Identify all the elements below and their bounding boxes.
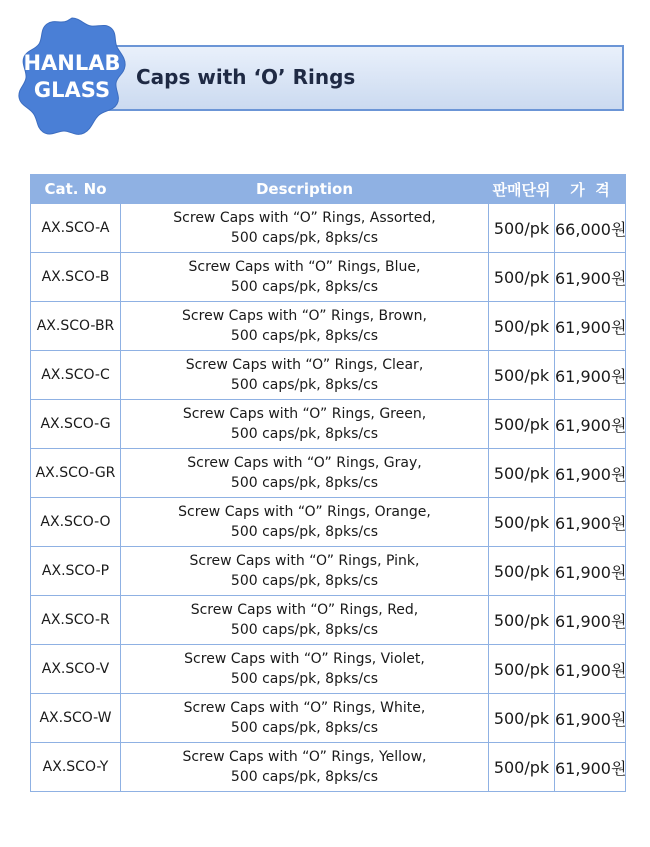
price-cell: 61,900원 (555, 743, 626, 792)
description-cell (121, 547, 489, 596)
price-cell: 61,900원 (555, 302, 626, 351)
price-cell: 66,000원 (555, 204, 626, 253)
price-cell: 61,900원 (555, 596, 626, 645)
cat-no-cell: AX.SCO-W (31, 694, 121, 743)
cat-no-cell: AX.SCO-C (31, 351, 121, 400)
title-banner (96, 45, 624, 111)
price-cell: 61,900원 (555, 498, 626, 547)
description-line-2: 500 caps/pk, 8pks/cs (230, 720, 379, 736)
description-line-2: 500 caps/pk, 8pks/cs (230, 426, 379, 442)
description-line-1: Screw Caps with “O” Rings, Clear, (185, 357, 424, 373)
table-row (31, 498, 626, 547)
unit-cell: 500/pk (489, 204, 555, 253)
unit-cell: 500/pk (489, 449, 555, 498)
description-cell (121, 743, 489, 792)
table-row (31, 351, 626, 400)
table-row (31, 204, 626, 253)
price-cell: 61,900원 (555, 547, 626, 596)
cat-no-cell: AX.SCO-B (31, 253, 121, 302)
price-cell: 61,900원 (555, 449, 626, 498)
unit-cell: 500/pk (489, 743, 555, 792)
description-line-2: 500 caps/pk, 8pks/cs (230, 279, 379, 295)
cat-no-cell: AX.SCO-G (31, 400, 121, 449)
description-line-1: Screw Caps with “O” Rings, Orange, (178, 504, 431, 520)
description-line-1: Screw Caps with “O” Rings, Blue, (188, 259, 421, 275)
description-line-1: Screw Caps with “O” Rings, Brown, (182, 308, 427, 324)
cat-no-cell: AX.SCO-Y (31, 743, 121, 792)
description-cell (121, 449, 489, 498)
description-cell (121, 204, 489, 253)
cat-no-cell: AX.SCO-P (31, 547, 121, 596)
price-cell: 61,900원 (555, 253, 626, 302)
cat-no-cell: AX.SCO-V (31, 645, 121, 694)
table-row (31, 400, 626, 449)
description-cell (121, 498, 489, 547)
unit-cell: 500/pk (489, 351, 555, 400)
description-line-2: 500 caps/pk, 8pks/cs (230, 671, 379, 687)
description-line-1: Screw Caps with “O” Rings, Yellow, (182, 749, 427, 765)
unit-cell: 500/pk (489, 645, 555, 694)
unit-cell: 500/pk (489, 596, 555, 645)
unit-cell: 500/pk (489, 253, 555, 302)
table-row (31, 302, 626, 351)
page-title: Caps with ‘O’ Rings (136, 65, 356, 89)
cat-no-cell: AX.SCO-A (31, 204, 121, 253)
description-cell (121, 351, 489, 400)
price-cell: 61,900원 (555, 645, 626, 694)
cat-no-cell: AX.SCO-R (31, 596, 121, 645)
cat-no-cell: AX.SCO-GR (31, 449, 121, 498)
brand-line-2: GLASS (33, 78, 111, 102)
description-line-1: Screw Caps with “O” Rings, Green, (182, 406, 427, 422)
table-row (31, 694, 626, 743)
description-cell (121, 400, 489, 449)
description-line-2: 500 caps/pk, 8pks/cs (230, 230, 379, 246)
description-cell (121, 302, 489, 351)
unit-cell: 500/pk (489, 302, 555, 351)
brand-logo (18, 14, 126, 140)
table-row (31, 547, 626, 596)
cat-no-cell: AX.SCO-O (31, 498, 121, 547)
description-line-1: Screw Caps with “O” Rings, Red, (190, 602, 419, 618)
description-line-1: Screw Caps with “O” Rings, Violet, (184, 651, 425, 667)
column-header-price: 가 격 (555, 175, 626, 204)
price-cell: 61,900원 (555, 351, 626, 400)
description-line-2: 500 caps/pk, 8pks/cs (230, 573, 379, 589)
description-cell (121, 645, 489, 694)
description-line-2: 500 caps/pk, 8pks/cs (230, 769, 379, 785)
product-table (30, 174, 626, 792)
description-line-1: Screw Caps with “O” Rings, Assorted, (173, 210, 436, 226)
column-header-cat: Cat. No (31, 175, 121, 204)
description-line-2: 500 caps/pk, 8pks/cs (230, 622, 379, 638)
description-line-1: Screw Caps with “O” Rings, Pink, (189, 553, 420, 569)
table-row (31, 596, 626, 645)
unit-cell: 500/pk (489, 694, 555, 743)
description-cell (121, 253, 489, 302)
table-row (31, 253, 626, 302)
brand-line-1: HANLAB (23, 51, 121, 75)
price-cell: 61,900원 (555, 400, 626, 449)
description-line-2: 500 caps/pk, 8pks/cs (230, 377, 379, 393)
description-line-2: 500 caps/pk, 8pks/cs (230, 475, 379, 491)
unit-cell: 500/pk (489, 498, 555, 547)
unit-cell: 500/pk (489, 547, 555, 596)
column-header-description: Description (121, 175, 489, 204)
table-row (31, 743, 626, 792)
cat-no-cell: AX.SCO-BR (31, 302, 121, 351)
unit-cell: 500/pk (489, 400, 555, 449)
description-line-2: 500 caps/pk, 8pks/cs (230, 524, 379, 540)
description-line-2: 500 caps/pk, 8pks/cs (230, 328, 379, 344)
table-row (31, 645, 626, 694)
description-cell (121, 596, 489, 645)
table-row (31, 449, 626, 498)
description-line-1: Screw Caps with “O” Rings, White, (183, 700, 426, 716)
description-line-1: Screw Caps with “O” Rings, Gray, (187, 455, 422, 471)
description-cell (121, 694, 489, 743)
column-header-unit: 판매단위 (489, 175, 555, 204)
table-header-row (31, 175, 626, 204)
price-cell: 61,900원 (555, 694, 626, 743)
